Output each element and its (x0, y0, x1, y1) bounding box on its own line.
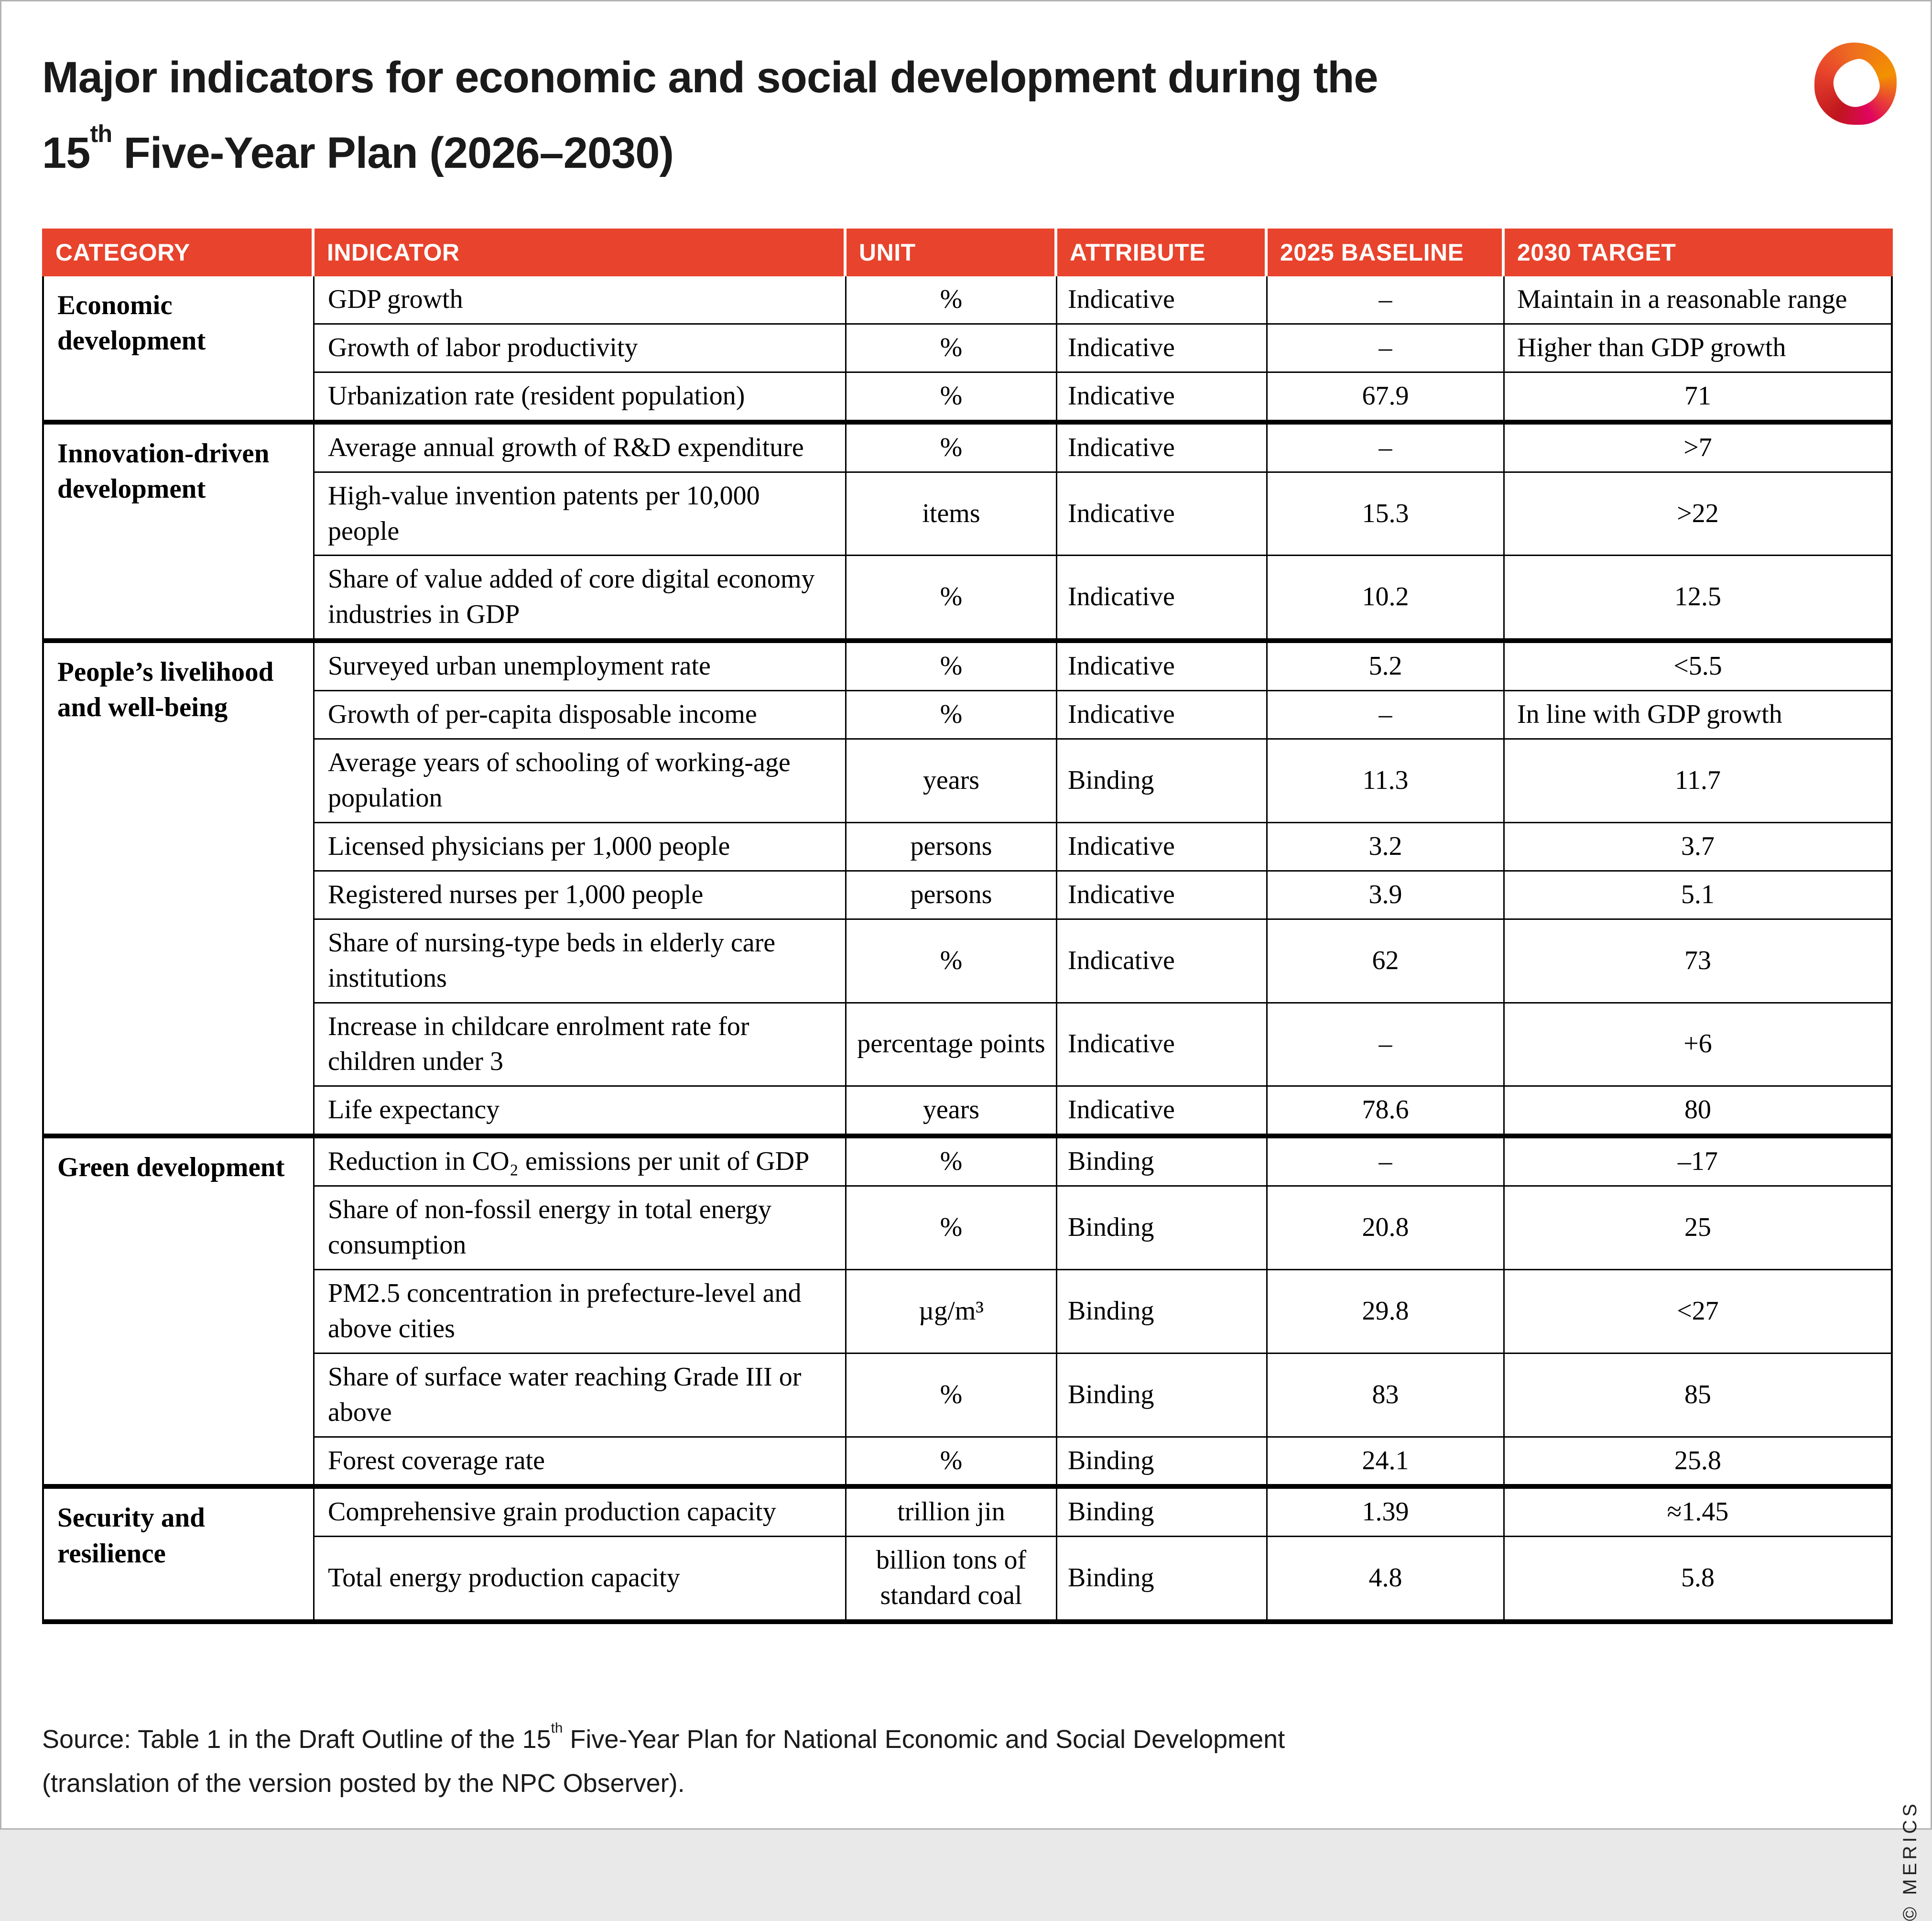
target-2030-cell: 12.5 (1674, 582, 1721, 612)
attribute-cell: Indicative (1057, 325, 1268, 371)
target-2030-cell: Higher than GDP growth (1517, 332, 1786, 362)
indicator-cell: Registered nurses per 1,000 people (315, 872, 847, 918)
attribute-cell: Binding (1057, 1354, 1268, 1436)
target-2030-cell: +6 (1683, 1029, 1712, 1059)
source-note (42, 1718, 1763, 1806)
baseline-2025-cell: – (1268, 691, 1505, 738)
target-2030-cell: >22 (1677, 498, 1719, 528)
indicators-table (42, 229, 1893, 1624)
header-2025-baseline: 2025 BASELINE (1268, 229, 1505, 276)
target-2030-cell: 73 (1684, 945, 1711, 975)
header-2030-target: 2030 TARGET (1505, 229, 1893, 276)
unit-cell: % (847, 276, 1057, 323)
indicator-cell: High-value invention patents per 10,000 people (315, 473, 847, 555)
table-row (315, 556, 1891, 638)
baseline-2025-cell: 29.8 (1268, 1270, 1505, 1353)
indicator-cell: Share of surface water reaching Grade III or above (315, 1354, 847, 1436)
indicator-cell: Increase in childcare enrolment rate for children under 3 (315, 1004, 847, 1086)
table-row (315, 325, 1891, 373)
source-line1-post: Five-Year Plan for National Economic and Social Development (563, 1725, 1285, 1754)
indicator-cell: Comprehensive grain production capacity (315, 1489, 847, 1536)
target-2030-cell: 25.8 (1674, 1445, 1721, 1475)
target-2030-cell: 5.8 (1681, 1563, 1715, 1593)
table-body (42, 276, 1893, 1624)
unit-cell: % (847, 1138, 1057, 1185)
unit-cell: % (847, 691, 1057, 738)
table-row (315, 920, 1891, 1004)
table-row (315, 823, 1891, 872)
indicator-cell: Share of nursing-type beds in elderly care institutions (315, 920, 847, 1002)
category-section (44, 1489, 1891, 1619)
indicator-cell: Surveyed urban unemployment rate (315, 643, 847, 690)
target-2030-cell: 71 (1684, 381, 1711, 411)
indicator-cell: Life expectancy (315, 1087, 847, 1134)
attribute-cell: Indicative (1057, 823, 1268, 870)
indicator-cell: GDP growth (315, 276, 847, 323)
category-cell: Economic development (44, 276, 315, 420)
indicator-cell: Average years of schooling of working-age population (315, 740, 847, 822)
table-row (315, 1004, 1891, 1087)
baseline-2025-cell: 11.3 (1268, 740, 1505, 822)
table-row (315, 1489, 1891, 1537)
table-row (315, 872, 1891, 920)
attribute-cell: Indicative (1057, 556, 1268, 638)
baseline-2025-cell: – (1268, 325, 1505, 371)
table-row (315, 1537, 1891, 1619)
table-row (315, 1438, 1891, 1484)
table-row (315, 691, 1891, 740)
title-line2-number: 15 (42, 129, 90, 178)
baseline-2025-cell: 3.2 (1268, 823, 1505, 870)
attribute-cell: Indicative (1057, 1087, 1268, 1134)
indicator-cell: Growth of per-capita disposable income (315, 691, 847, 738)
target-2030-cell: ≈1.45 (1667, 1497, 1729, 1527)
target-2030-cell: –17 (1678, 1146, 1718, 1177)
category-section (44, 643, 1891, 1138)
attribute-cell: Indicative (1057, 425, 1268, 471)
attribute-cell: Indicative (1057, 920, 1268, 1002)
indicator-cell: Growth of labor productivity (315, 325, 847, 371)
indicator-cell: Share of value added of core digital economy industries in GDP (315, 556, 847, 638)
unit-cell: years (847, 1087, 1057, 1134)
category-cell: Innovation-driven development (44, 425, 315, 639)
target-2030-cell: 25 (1684, 1212, 1711, 1243)
title-line1: Major indicators for economic and social development during the (42, 53, 1378, 102)
category-section (44, 425, 1891, 644)
target-2030-cell: 5.1 (1681, 879, 1715, 909)
target-2030-cell: <5.5 (1673, 651, 1722, 681)
target-2030-cell: 80 (1684, 1095, 1711, 1125)
unit-cell: % (847, 1438, 1057, 1484)
attribute-cell: Indicative (1057, 872, 1268, 918)
attribute-cell: Binding (1057, 1270, 1268, 1353)
table-row (315, 1187, 1891, 1270)
table-row (315, 1087, 1891, 1134)
unit-cell: years (847, 740, 1057, 822)
unit-cell: % (847, 920, 1057, 1002)
baseline-2025-cell: 24.1 (1268, 1438, 1505, 1484)
table-header-row (42, 229, 1893, 276)
header-indicator: INDICATOR (315, 229, 847, 276)
baseline-2025-cell: – (1268, 425, 1505, 471)
source-line2: (translation of the version posted by the NPC Observer). (42, 1768, 685, 1798)
baseline-2025-cell: 10.2 (1268, 556, 1505, 638)
category-cell: People’s livelihood and well-being (44, 643, 315, 1134)
category-cell: Security and resilience (44, 1489, 315, 1619)
table-row (315, 373, 1891, 420)
header-category: CATEGORY (42, 229, 315, 276)
header-unit: UNIT (847, 229, 1057, 276)
indicator-cell: Share of non-fossil energy in total energy consumption (315, 1187, 847, 1269)
title-line2-rest: Five-Year Plan (2026–2030) (112, 129, 673, 178)
baseline-2025-cell: 5.2 (1268, 643, 1505, 690)
target-2030-cell: In line with GDP growth (1517, 699, 1782, 730)
indicator-cell: Forest coverage rate (315, 1438, 847, 1484)
baseline-2025-cell: 83 (1268, 1354, 1505, 1436)
attribute-cell: Binding (1057, 1537, 1268, 1619)
unit-cell: billion tons of standard coal (847, 1537, 1057, 1619)
title-ordinal-superscript: th (90, 120, 112, 147)
source-ordinal-superscript: th (551, 1720, 563, 1736)
attribute-cell: Binding (1057, 1187, 1268, 1269)
category-section (44, 276, 1891, 425)
table-row (315, 1354, 1891, 1438)
indicator-cell: Licensed physicians per 1,000 people (315, 823, 847, 870)
table-row (315, 473, 1891, 557)
copyright-vertical: © MERICS (1899, 1801, 1921, 1921)
header-attribute: ATTRIBUTE (1057, 229, 1268, 276)
baseline-2025-cell: 1.39 (1268, 1489, 1505, 1536)
target-2030-cell: 85 (1684, 1379, 1711, 1409)
baseline-2025-cell: 62 (1268, 920, 1505, 1002)
indicator-cell: PM2.5 concentration in prefecture-level and above cities (315, 1270, 847, 1353)
indicator-cell: Average annual growth of R&D expenditure (315, 425, 847, 471)
table-row (315, 643, 1891, 691)
target-2030-cell: Maintain in a reasonable range (1517, 284, 1847, 314)
baseline-2025-cell: – (1268, 1138, 1505, 1185)
unit-cell: % (847, 1354, 1057, 1436)
target-2030-cell: >7 (1683, 432, 1712, 462)
category-section (44, 1138, 1891, 1489)
unit-cell: items (847, 473, 1057, 555)
indicator-cell: Reduction in CO₂ emissions per unit of GDP (315, 1138, 847, 1185)
table-row (315, 276, 1891, 325)
unit-cell: % (847, 556, 1057, 638)
indicator-cell: Total energy production capacity (315, 1537, 847, 1619)
table-row (315, 1138, 1891, 1187)
attribute-cell: Binding (1057, 1138, 1268, 1185)
unit-cell: trillion jin (847, 1489, 1057, 1536)
attribute-cell: Binding (1057, 1489, 1268, 1536)
unit-cell: µg/m³ (847, 1270, 1057, 1353)
table-row (315, 1270, 1891, 1354)
attribute-cell: Binding (1057, 740, 1268, 822)
baseline-2025-cell: 78.6 (1268, 1087, 1505, 1134)
target-2030-cell: <27 (1677, 1296, 1719, 1326)
attribute-cell: Indicative (1057, 1004, 1268, 1086)
indicator-cell: Urbanization rate (resident population) (315, 373, 847, 420)
source-line1-pre: Source: Table 1 in the Draft Outline of the 15 (42, 1725, 551, 1754)
attribute-cell: Binding (1057, 1438, 1268, 1484)
unit-cell: persons (847, 823, 1057, 870)
unit-cell: % (847, 425, 1057, 471)
unit-cell: % (847, 373, 1057, 420)
baseline-2025-cell: 15.3 (1268, 473, 1505, 555)
target-2030-cell: 11.7 (1675, 765, 1721, 796)
baseline-2025-cell: – (1268, 1004, 1505, 1086)
merics-logo (1814, 43, 1897, 125)
attribute-cell: Indicative (1057, 643, 1268, 690)
table-row (315, 740, 1891, 823)
unit-cell: % (847, 325, 1057, 371)
baseline-2025-cell: 20.8 (1268, 1187, 1505, 1269)
attribute-cell: Indicative (1057, 691, 1268, 738)
attribute-cell: Indicative (1057, 373, 1268, 420)
unit-cell: persons (847, 872, 1057, 918)
baseline-2025-cell: 4.8 (1268, 1537, 1505, 1619)
table-row (315, 425, 1891, 473)
baseline-2025-cell: – (1268, 276, 1505, 323)
baseline-2025-cell: 3.9 (1268, 872, 1505, 918)
attribute-cell: Indicative (1057, 473, 1268, 555)
category-cell: Green development (44, 1138, 315, 1484)
attribute-cell: Indicative (1057, 276, 1268, 323)
unit-cell: % (847, 643, 1057, 690)
baseline-2025-cell: 67.9 (1268, 373, 1505, 420)
unit-cell: % (847, 1187, 1057, 1269)
unit-cell: percentage points (847, 1004, 1057, 1086)
target-2030-cell: 3.7 (1681, 831, 1715, 861)
page-title (42, 40, 1763, 191)
